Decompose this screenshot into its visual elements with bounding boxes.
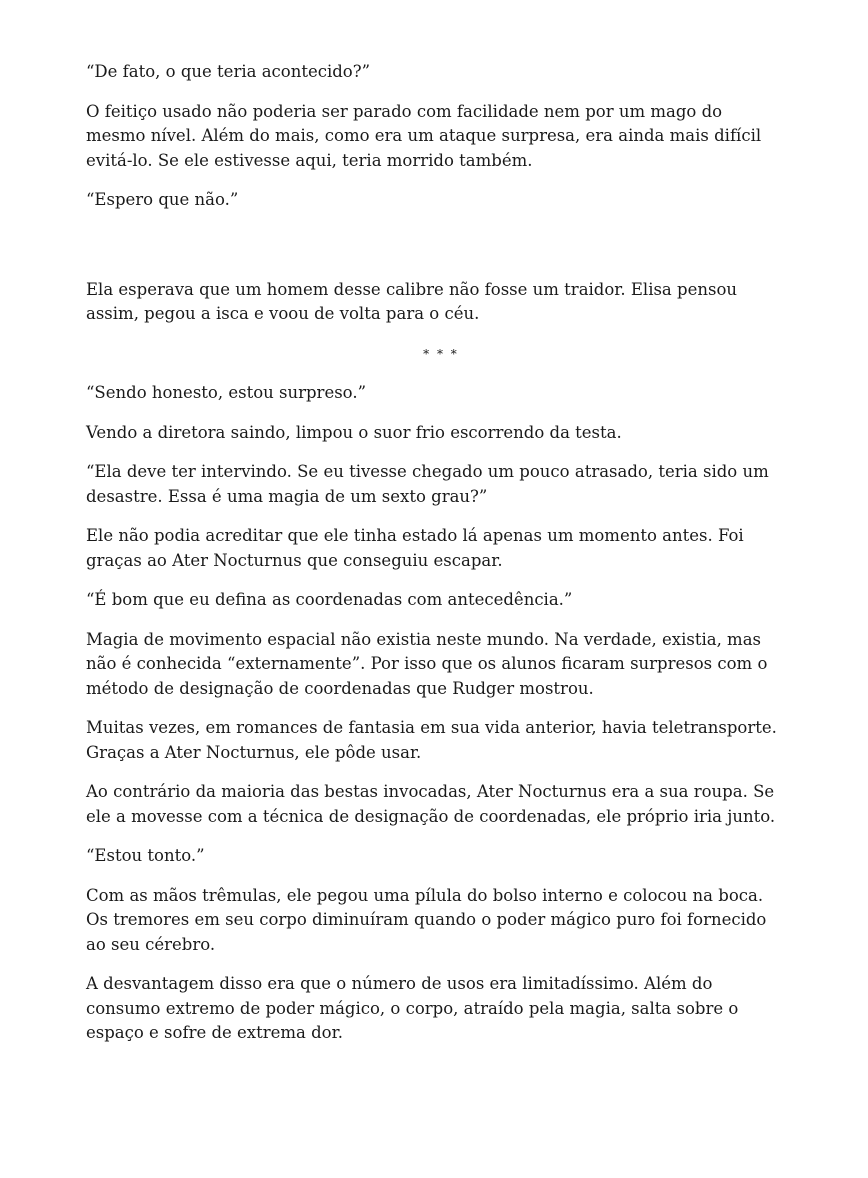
paragraph: Vendo a diretora saindo, limpou o suor frio escorrendo da testa. [86,422,622,442]
paragraph: “É bom que eu defina as coordenadas com antecedência.” [86,590,573,609]
paragraph: “Estou tonto.” [86,846,205,865]
paragraph: “Sendo honesto, estou surpreso.” [86,383,367,402]
paragraph: Ele não podia acreditar que ele tinha estado lá apenas um momento antes. Foi graças ao Ater Nocturnus que conseguiu escapar. [86,526,744,570]
paragraph: “Ela deve ter intervindo. Se eu tivesse chegado um pouco atrasado, teria sido um desastre. Essa é uma magia de um sexto grau?” [86,462,769,506]
document-page [86,60,786,1061]
paragraph: Ao contrário da maioria das bestas invocadas, Ater Nocturnus era a sua roupa. Se ele a movesse com a técnica de designação de coordenadas, ele próprio iria junto. [86,782,776,826]
paragraph: “De fato, o que teria acontecido?” [86,62,371,81]
paragraph: O feitiço usado não poderia ser parado com facilidade nem por um mago do mesmo nível. Além do mais, como era um ataque surpresa, era ainda mais difícil evitá-lo. Se ele estivesse aqui, teria morrido também. [86,101,762,170]
paragraph: “Espero que não.” [86,190,239,209]
paragraph: Com as mãos trêmulas, ele pegou uma pílula do bolso interno e colocou na boca. Os tremores em seu corpo diminuíram quando o poder mágico puro foi fornecido ao seu cérebro. [86,885,767,954]
paragraph: Magia de movimento espacial não existia neste mundo. Na verdade, existia, mas não é conhecida “externamente”. Por isso que os alunos ficaram surpresos com o método de designação de coordenadas que Rudger mostrou. [86,629,768,698]
paragraph: Ela esperava que um homem desse calibre não fosse um traidor. Elisa pensou assim, pegou a isca e voou de volta para o céu. [86,279,738,323]
paragraph: A desvantagem disso era que o número de usos era limitadíssimo. Além do consumo extremo de poder mágico, o corpo, atraído pela magia, salta sobre o espaço e sofre de extrema dor. [86,974,739,1042]
paragraph: Muitas vezes, em romances de fantasia em sua vida anterior, havia teletransporte. Graças a Ater Nocturnus, ele pôde usar. [86,718,777,762]
scene-separator: * * * [423,346,459,361]
